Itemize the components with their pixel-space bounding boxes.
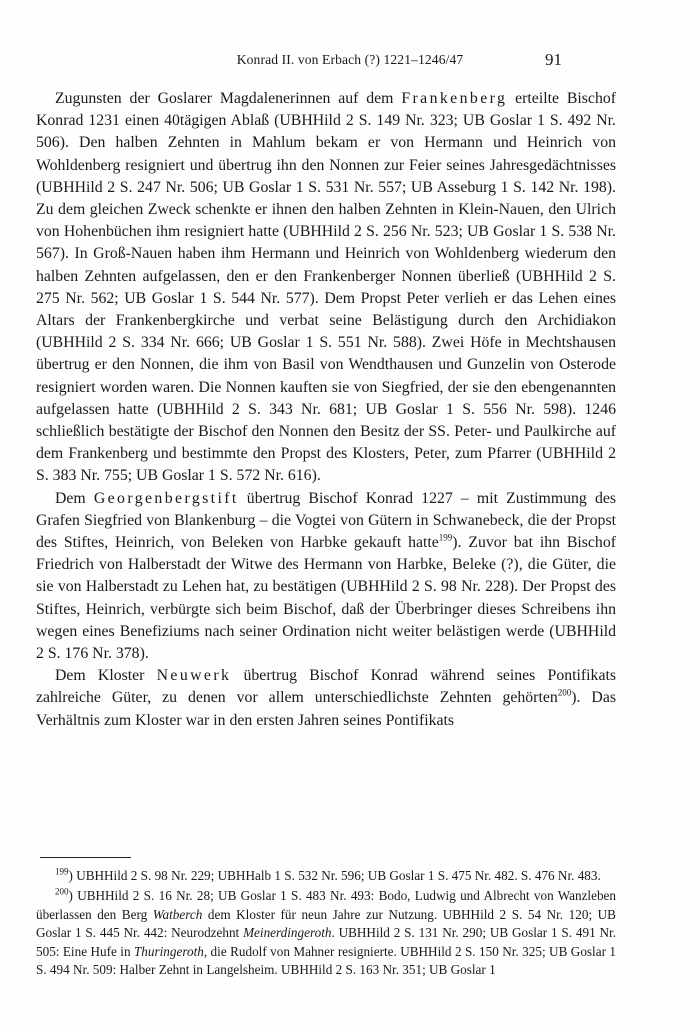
spaced-term: Georgenbergstift	[93, 489, 239, 507]
footnote-mark: 200	[55, 887, 69, 898]
footnotes	[36, 867, 616, 981]
footnote-ref[interactable]: 200	[557, 688, 572, 699]
footnote-ref[interactable]: 199	[438, 532, 453, 543]
footnote-rule	[40, 857, 131, 858]
text-run: übertrug Bischof Konrad während seines Pontifikats zahlreiche Güter, zu denen vor allem unterschiedlichste Zehnten gehörten	[36, 667, 616, 707]
place-name: Thuringeroth	[133, 943, 204, 959]
running-head	[0, 50, 700, 70]
body-text	[36, 88, 616, 732]
paragraph-georgenbergstift	[36, 488, 616, 666]
paragraph-frankenberg	[36, 88, 616, 488]
footnote-text: dem Kloster für neun Jahre zur Nutzung. UBHHild 2 S. 54 Nr. 120; UB Goslar 1 S. 445 Nr. 442: Neurodzehnt	[36, 906, 616, 941]
footnote-text: ) UBHHild 2 S. 16 Nr. 28; UB Goslar 1 S. 483 Nr. 493: Bodo, Ludwig und Albrecht von Wanzleben überlassen den Berg	[36, 888, 616, 922]
text-run: Dem	[55, 489, 94, 507]
running-title: Konrad II. von Erbach (?) 1221–1246/47	[236, 52, 464, 67]
text-run: erteilte Bischof Konrad 1231 einen 40tägigen Ablaß (UBHHild 2 S. 149 Nr. 323; UB Goslar 1 S. 492 Nr. 506). Den halben Zehnten in Mahlum bekam er von Hermann und Heinrich von Wohldenberg resigniert und übertrug ihn den Nonnen zur Feier seines Jahresgedächtnisses (UBHHild 2 S. 247 Nr. 506; UB Goslar 1 S. 531 Nr. 557; UB Asseburg 1 S. 142 Nr. 198). Zu dem gleichen Zweck schenkte er ihnen den halben Zehnten in Klein-Nauen, den Ulrich von Hohenbüchen ihm resigniert hatte (UBHHild 2 S. 256 Nr. 523; UB Goslar 1 S. 538 Nr. 567). In Groß-Nauen haben ihm Hermann und Heinrich von Wohldenberg wiederum den halben Zehnten aufgelassen, den er den Frankenberger Nonnen überließ (UBHHild 2 S. 275 Nr. 562; UB Goslar 1 S. 544 Nr. 577). Dem Propst Peter verlieh er das Lehen eines Altars der Frankenbergkirche und verbat seine Belästigung durch den Archidiakon (UBHHild 2 S. 334 Nr. 666; UB Goslar 1 S. 551 Nr. 588). Zwei Höfe in Mechtshausen übertrug er den Nonnen, die ihm von Basil von Wendthausen und Gunzelin von Osterode resigniert worden waren. Die Nonnen kauften sie von Siegfried, der sie den ebengenannten aufgelassen hatte (UBHHild 2 S. 343 Nr. 681; UB Goslar 1 S. 556 Nr. 598). 1246 schließlich bestätigte der Bischof den Nonnen den Besitz der SS. Peter- und Paulkirche auf dem Frankenberg und bestimmte den Propst des Klosters, Peter, zum Pfarrer (UBHHild 2 S. 383 Nr. 755; UB Goslar 1 S. 572 Nr. 616).	[36, 90, 616, 485]
footnote-199	[36, 867, 616, 885]
spaced-term: Neuwerk	[156, 667, 232, 685]
text-run: Zugunsten der Goslarer Magdalenerinnen auf dem	[55, 90, 402, 107]
footnote-text: . UBHHild 2 S. 131 Nr. 290; UB Goslar 1 S. 491 Nr. 505: Eine Hufe in	[36, 925, 616, 959]
spaced-term: Frankenberg	[401, 90, 508, 107]
footnote-200	[36, 887, 616, 979]
paragraph-neuwerk	[36, 665, 616, 732]
footnote-text: , die Rudolf von Mahner resignierte. UBHHild 2 S. 150 Nr. 325; UB Goslar 1 S. 494 Nr. 509: Halber Zehnt in Langelsheim. UBHHild 2 S. 163 Nr. 351; UB Goslar 1	[36, 943, 616, 978]
text-run: übertrug Bischof Konrad 1227 – mit Zustimmung des Grafen Siegfried von Blankenburg – die Vogtei von Gütern in Schwanebeck, die der Propst des Stiftes, Heinrich, von Beleken von Harbke gekauft hatte	[36, 489, 617, 552]
text-run: Dem Kloster	[55, 667, 157, 685]
footnote-mark: 199	[55, 866, 69, 877]
page-number: 91	[545, 50, 562, 69]
place-name: Watberch	[152, 906, 203, 922]
footnote-text: ) UBHHild 2 S. 98 Nr. 229; UBHHalb 1 S. 532 Nr. 596; UB Goslar 1 S. 475 Nr. 482. S. 476 Nr. 483.	[68, 868, 601, 883]
text-run: ). Zuvor bat ihn Bischof Friedrich von Halberstadt der Witwe des Hermann von Harbke, Beleke (?), die Güter, die sie von Halberstadt zu Lehen hat, zu bestätigen (UBHHild 2 S. 98 Nr. 228). Der Propst des Stiftes, Heinrich, verbürgte sich beim Bischof, daß der Überbringer dieses Schreibens ihn wegen eines Benefiziums nach seiner Ordination nicht weiter belästigen werde (UBHHild 2 S. 176 Nr. 378).	[36, 534, 616, 663]
place-name: Meinerdingeroth	[243, 925, 332, 941]
text-run: ). Das Verhältnis zum Kloster war in den ersten Jahren seines Pontifikats	[36, 689, 616, 729]
